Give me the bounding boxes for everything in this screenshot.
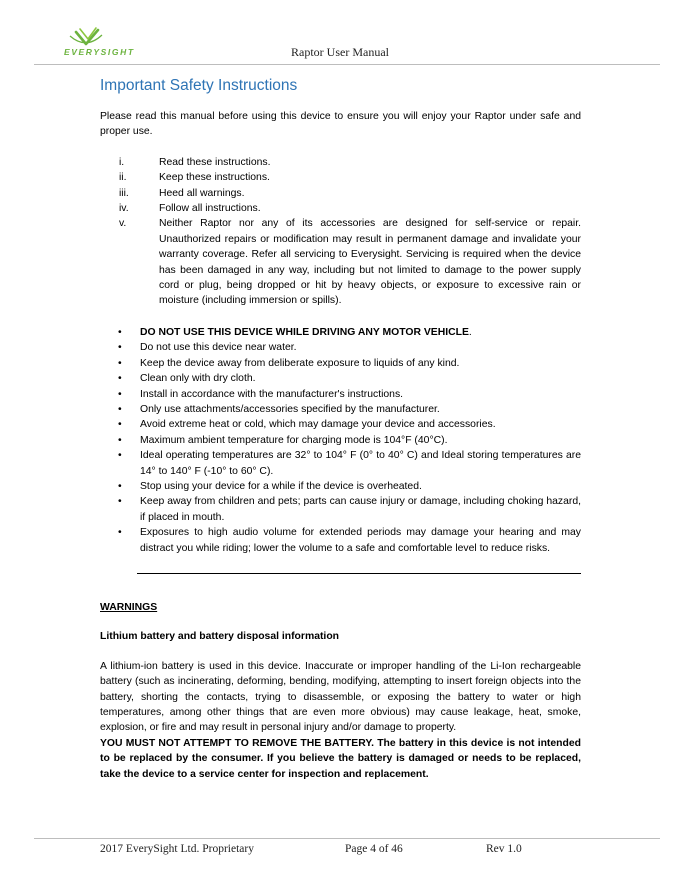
battery-heading: Lithium battery and battery disposal information xyxy=(100,631,340,643)
list-text: Follow all instructions. xyxy=(159,203,261,215)
bullet-icon: • xyxy=(118,527,122,539)
page-header xyxy=(0,0,680,66)
footer-copyright: 2017 EverySight Ltd. Proprietary xyxy=(100,843,254,855)
bullet-text: Keep the device away from deliberate exposure to liquids of any kind. xyxy=(140,357,460,369)
bullet-icon: • xyxy=(118,326,122,338)
bullet-icon: • xyxy=(118,342,122,354)
battery-warning: YOU MUST NOT ATTEMPT TO REMOVE THE BATTERY. The battery in this device is not intended to be replaced by the consumer. If you believe the battery is damaged or needs to be replaced, take the device to a service center for inspection and replacement. xyxy=(100,737,581,780)
page-content xyxy=(100,76,581,782)
bullet-text: Stop using your device for a while if the device is overheated. xyxy=(140,480,422,492)
bullet-item xyxy=(100,371,581,386)
list-text: Neither Raptor nor any of its accessories are designed for self-service or repair. Unauthorized repairs or modification may result in permanent damage and invalidate your warranty coverage. Refer all servicing to Everysight. Servicing is required when the device has been damaged in any way, including but not limited to damage to the power supply cord or plug, being dropped or hit by heavy objects, or exposure to excessive rain or moisture (including immersion or spills). xyxy=(159,218,581,307)
list-number: i. xyxy=(119,156,125,168)
list-item xyxy=(100,155,581,170)
bullet-text: Avoid extreme heat or cold, which may damage your device and accessories. xyxy=(140,419,496,431)
bullet-item xyxy=(100,356,581,371)
list-item xyxy=(100,186,581,201)
bullet-item xyxy=(100,525,581,556)
bullet-item xyxy=(100,402,581,417)
bullet-item xyxy=(100,494,581,525)
document-title: Raptor User Manual xyxy=(291,45,389,59)
bullet-text: Clean only with dry cloth. xyxy=(140,373,256,385)
bullet-item xyxy=(100,340,581,355)
bullet-text: Do not use this device near water. xyxy=(140,342,297,354)
bullet-icon: • xyxy=(118,496,122,508)
footer-page-number: Page 4 of 46 xyxy=(345,843,403,855)
section-title: Important Safety Instructions xyxy=(100,77,298,94)
header-divider xyxy=(34,64,660,65)
driving-warning: DO NOT USE THIS DEVICE WHILE DRIVING ANY MOTOR VEHICLE xyxy=(140,326,469,338)
bullet-text: . xyxy=(468,326,472,338)
bullet-text: Keep away from children and pets; parts can cause injury or damage, including choking hazard, if placed in mouth. xyxy=(140,496,581,523)
bullet-item xyxy=(100,417,581,432)
intro-paragraph: Please read this manual before using this device to ensure you will enjoy your Raptor under safe and proper use. xyxy=(100,111,581,138)
bullet-icon: • xyxy=(118,480,122,492)
bullet-icon: • xyxy=(118,357,122,369)
bullet-text: Ideal operating temperatures are 32° to 104° F (0° to 40° C) and Ideal storing temperatures are 14° to 140° F (-10° to 60° C). xyxy=(140,450,581,477)
bullet-icon: • xyxy=(118,419,122,431)
bullet-text: Exposures to high audio volume for extended periods may damage your hearing and may distract you while riding; lower the volume to a safe and comfortable level to reduce risks. xyxy=(140,527,581,554)
list-item xyxy=(100,201,581,216)
bullet-item xyxy=(100,448,581,479)
instructions-list xyxy=(100,155,581,309)
list-text: Heed all warnings. xyxy=(159,187,245,199)
list-number: iv. xyxy=(119,203,129,215)
list-text: Read these instructions. xyxy=(159,156,271,168)
bullet-icon: • xyxy=(118,434,122,446)
footer-divider xyxy=(34,838,660,839)
bullet-text: Only use attachments/accessories specified by the manufacturer. xyxy=(140,403,440,415)
list-item xyxy=(100,170,581,185)
list-item xyxy=(100,216,581,308)
list-number: ii. xyxy=(119,172,127,184)
list-text: Keep these instructions. xyxy=(159,172,270,184)
list-number: v. xyxy=(119,218,127,230)
bullet-item xyxy=(100,479,581,494)
bullet-text: Maximum ambient temperature for charging mode is 104°F (40°C). xyxy=(140,434,448,446)
footer-revision: Rev 1.0 xyxy=(486,843,522,855)
bullet-item xyxy=(100,387,581,402)
bullet-icon: • xyxy=(118,373,122,385)
bullet-item xyxy=(100,325,581,340)
bullet-icon: • xyxy=(118,450,122,462)
bullet-text: Install in accordance with the manufacturer's instructions. xyxy=(140,388,404,400)
section-divider xyxy=(137,573,581,574)
battery-paragraph: A lithium-ion battery is used in this device. Inaccurate or improper handling of the Li-Ion rechargeable battery (such as incinerating, deforming, bending, modifying, attempting to insert foreign objects into the battery, shorting the contacts, trying to disassemble, or exposing the battery to water or high temperatures, among other things that are even more obvious) may cause leakage, heat, smoke, explosion, or fire and may result in personal injury and/or damage to property. xyxy=(100,660,581,734)
safety-bullet-list xyxy=(100,325,581,556)
bullet-icon: • xyxy=(118,403,122,415)
warnings-heading: WARNINGS xyxy=(100,601,158,613)
logo-text: EVERYSIGHT xyxy=(64,47,135,57)
bullet-icon: • xyxy=(118,388,122,400)
list-number: iii. xyxy=(119,187,129,199)
bullet-item xyxy=(100,433,581,448)
